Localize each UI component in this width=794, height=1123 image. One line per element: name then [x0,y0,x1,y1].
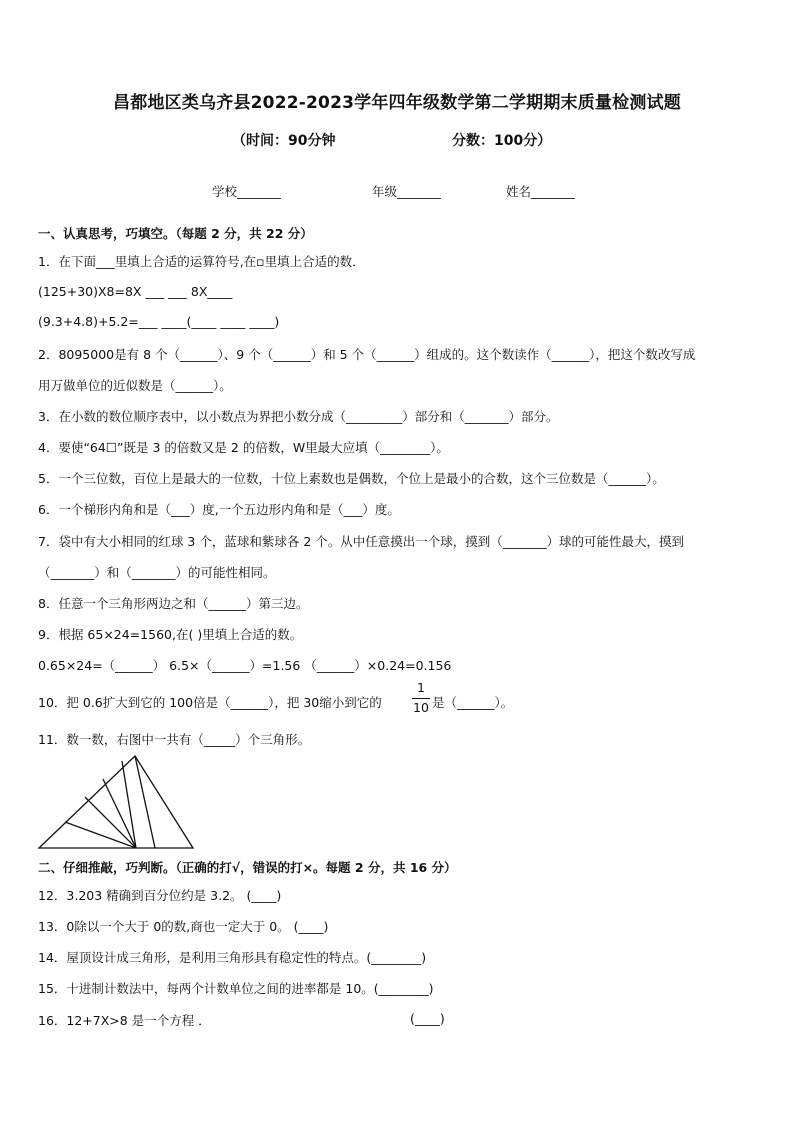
fraction-denominator: 10 [413,699,429,715]
question-16: 16．12+7X>8 是一个方程 ． [38,1013,211,1028]
question-15: 15．十进制计数法中，每两个计数单位之间的进率都是 10。(________) [38,981,434,996]
outer-triangle [39,756,193,848]
question-1-row-b: (9.3+4.8)+5.2=___ ____(____ ____ ____) [38,314,280,329]
section-2-heading: 二、仔细推敲，巧判断。（正确的打√，错误的打×。每题 2 分，共 16 分） [38,860,457,875]
question-10: 10．把 0.6扩大到它的 100倍是（______），把 30缩小到它的 [38,695,382,710]
exam-time: （时间：90分钟 [232,133,336,149]
figure-line-2 [122,761,136,848]
question-7-cont: （_______）和（_______）的可能性相同。 [38,565,276,580]
school-field: 学校_______ [212,184,281,199]
section-1-heading: 一、认真思考，巧填空。（每题 2 分，共 22 分） [38,226,313,241]
question-4: 4．要使“64☐”既是 3 的倍数又是 2 的倍数，W里最大应填（________）。 [38,440,449,455]
question-3: 3．在小数的数位顺序表中，以小数点为界把小数分成（_________）部分和（_______）部分。 [38,409,559,424]
question-10-tail: 是（______）。 [432,695,514,710]
question-9-row: 0.65×24=（______） 6.5×（______）=1.56 （______）×0.24=0.156 [38,658,452,673]
question-2-cont: 用万做单位的近似数是（______）。 [38,378,232,393]
question-16-answer: (____) [410,1011,445,1026]
exam-score: 分数：100分） [452,133,552,149]
question-13: 13．0除以一个大于 0的数,商也一定大于 0。 (____) [38,919,329,934]
question-12: 12．3.203 精确到百分位约是 3.2。 (____) [38,888,282,903]
question-1: 1．在下面___里填上合适的运算符号,在▫里填上合适的数． [38,254,365,269]
question-6: 6．一个梯形内角和是（___）度,一个五边形内角和是（___）度。 [38,502,400,517]
question-2: 2．8095000是有 8 个（______）、9 个（______）和 5 个（______）组成的。这个数读作（______），把这个数改写成 [38,347,696,362]
question-9: 9．根据 65×24=1560,在( )里填上合适的数。 [38,627,303,642]
figure-line-4 [85,797,136,848]
question-7: 7．袋中有大小相同的红球 3 个，蓝球和紫球各 2 个。从中任意摸出一个球，摸到（_______）球的可能性最大，摸到 [38,534,685,549]
fraction-numerator: 1 [412,682,430,699]
page-title: 昌都地区类乌齐县2022-2023学年四年级数学第二学期期末质量检测试题 [113,93,681,113]
figure-line-1 [135,756,155,848]
question-11: 11．数一数，右图中一共有（_____）个三角形。 [38,732,311,747]
triangles-figure [36,752,198,852]
grade-field: 年级_______ [372,184,441,199]
name-field: 姓名_______ [506,184,575,199]
fraction-one-tenth [412,682,430,714]
question-14: 14．屋顶设计成三角形，是利用三角形具有稳定性的特点。(________) [38,950,427,965]
question-5: 5．一个三位数，百位上是最大的一位数，十位上素数也是偶数，个位上是最小的合数，这个三位数是（______）。 [38,471,665,486]
question-1-row-a: (125+30)X8=8X ___ ___ 8X____ [38,284,233,299]
question-8: 8．任意一个三角形两边之和（______）第三边。 [38,596,309,611]
